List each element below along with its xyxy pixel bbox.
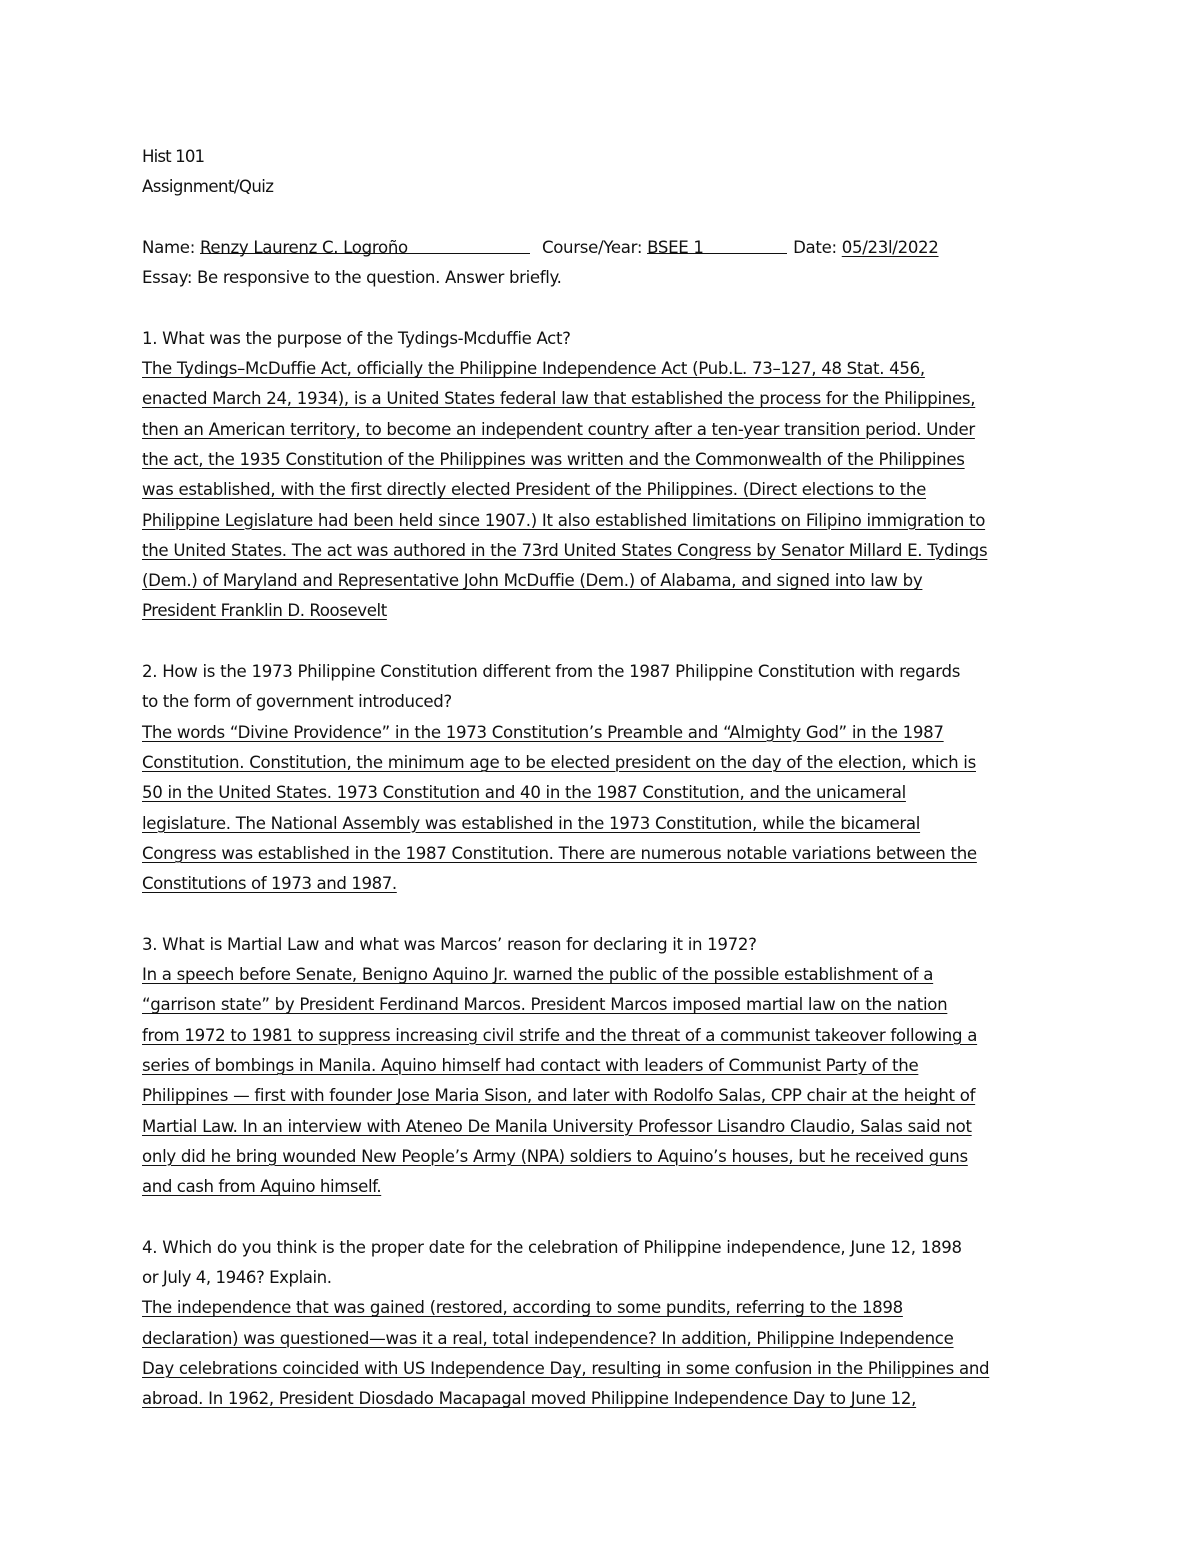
- answer-2-line: 50 in the United States. 1973 Constitution and 40 in the 1987 Constitution, and the unicameral: [142, 783, 906, 803]
- name-label: Name:: [142, 237, 200, 257]
- instructions: Essay: Be responsive to the question. Answer briefly.: [142, 268, 562, 288]
- question-2-text: 2. How is the 1973 Philippine Constitution different from the 1987 Philippine Constitution with regards: [142, 662, 961, 682]
- answer-4-line: abroad. In 1962, President Diosdado Macapagal moved Philippine Independence Day to June 12,: [142, 1389, 917, 1409]
- document-type: Assignment/Quiz: [142, 177, 274, 197]
- spacer: [142, 293, 1072, 323]
- answer-1-line: enacted March 24, 1934), is a United States federal law that established the process for the Philippines,: [142, 389, 976, 409]
- document-body: [142, 142, 1072, 1414]
- question-1-text: 1. What was the purpose of the Tydings-Mcduffie Act?: [142, 328, 571, 348]
- answer-1-line: President Franklin D. Roosevelt: [142, 601, 387, 621]
- question-3-text: 3. What is Martial Law and what was Marcos’ reason for declaring it in 1972?: [142, 934, 757, 954]
- answer-1-line: the act, the 1935 Constitution of the Philippines was written and the Commonwealth of the Philippines: [142, 449, 965, 469]
- question-4-text: 4. Which do you think is the proper date for the celebration of Philippine independence, June 12, 1898: [142, 1237, 962, 1257]
- answer-2-line: Constitution. Constitution, the minimum age to be elected president on the day of the election, which is: [142, 752, 976, 772]
- question-block-1: [142, 324, 1072, 627]
- answer-3-line: only did he bring wounded New People’s Army (NPA) soldiers to Aquino’s houses, but he received guns: [142, 1146, 968, 1166]
- spacer: [142, 203, 1072, 233]
- date-value: 05/23l/2022: [841, 237, 939, 257]
- spacer: [142, 627, 1072, 657]
- answer-1-line: Philippine Legislature had been held since 1907.) It also established limitations on Filipino immigration to: [142, 510, 986, 530]
- answer-3-line: and cash from Aquino himself.: [142, 1177, 382, 1197]
- question-4-text: or July 4, 1946? Explain.: [142, 1267, 332, 1287]
- question-block-3: [142, 930, 1072, 1203]
- answer-4-line: The independence that was gained (restored, according to some pundits, referring to the 1898: [142, 1298, 903, 1318]
- answer-1-line: the United States. The act was authored in the 73rd United States Congress by Senator Millard E. Tydings: [142, 540, 988, 560]
- answer-1-line: was established, with the first directly elected President of the Philippines. (Direct elections to the: [142, 480, 927, 500]
- date-label: Date:: [793, 237, 842, 257]
- spacer: [142, 899, 1072, 929]
- answer-2-line: Constitutions of 1973 and 1987.: [142, 874, 397, 894]
- answer-1-line: (Dem.) of Maryland and Representative John McDuffie (Dem.) of Alabama, and signed into law by: [142, 571, 923, 591]
- name-field: [199, 233, 530, 257]
- answer-3-line: from 1972 to 1981 to suppress increasing civil strife and the threat of a communist takeover following a: [142, 1025, 978, 1045]
- answer-4-line: declaration) was questioned—was it a real, total independence? In addition, Philippine Independence: [142, 1328, 954, 1348]
- spacer: [142, 1202, 1072, 1232]
- answer-2-line: legislature. The National Assembly was established in the 1973 Constitution, while the bicameral: [142, 813, 921, 833]
- name-value: Renzy Laurenz C. Logroño: [199, 237, 408, 257]
- answer-3-line: Philippines — first with founder Jose Maria Sison, and later with Rodolfo Salas, CPP chair at the height of: [142, 1086, 976, 1106]
- question-2-text: to the form of government introduced?: [142, 692, 452, 712]
- answer-3-line: In a speech before Senate, Benigno Aquino Jr. warned the public of the possible establishment of a: [142, 965, 934, 985]
- answer-1-line: then an American territory, to become an independent country after a ten-year transition period. Under: [142, 419, 975, 439]
- answer-1-line: The Tydings–McDuffie Act, officially the Philippine Independence Act (Pub.L. 73–127, 48 Stat. 456,: [142, 359, 925, 379]
- answer-3-line: series of bombings in Manila. Aquino himself had contact with leaders of Communist Party of the: [142, 1055, 919, 1075]
- answer-4-line: Day celebrations coincided with US Independence Day, resulting in some confusion in the Philippines and: [142, 1358, 990, 1378]
- course-code: Hist 101: [142, 147, 205, 166]
- question-block-2: [142, 657, 1072, 899]
- course-year-field: [647, 233, 787, 257]
- answer-2-line: Congress was established in the 1987 Constitution. There are numerous notable variations between the: [142, 843, 977, 863]
- question-block-4: [142, 1233, 1072, 1415]
- answer-2-line: The words “Divine Providence” in the 1973 Constitution’s Preamble and “Almighty God” in the 1987: [142, 722, 944, 742]
- answer-3-line: “garrison state” by President Ferdinand Marcos. President Marcos imposed martial law on the nation: [142, 995, 948, 1015]
- course-year-label: Course/Year:: [541, 237, 648, 257]
- course-year-value: BSEE 1: [647, 237, 704, 257]
- student-info-row: [142, 233, 1072, 263]
- answer-3-line: Martial Law. In an interview with Ateneo De Manila University Professor Lisandro Claudio, Salas said not: [142, 1116, 972, 1136]
